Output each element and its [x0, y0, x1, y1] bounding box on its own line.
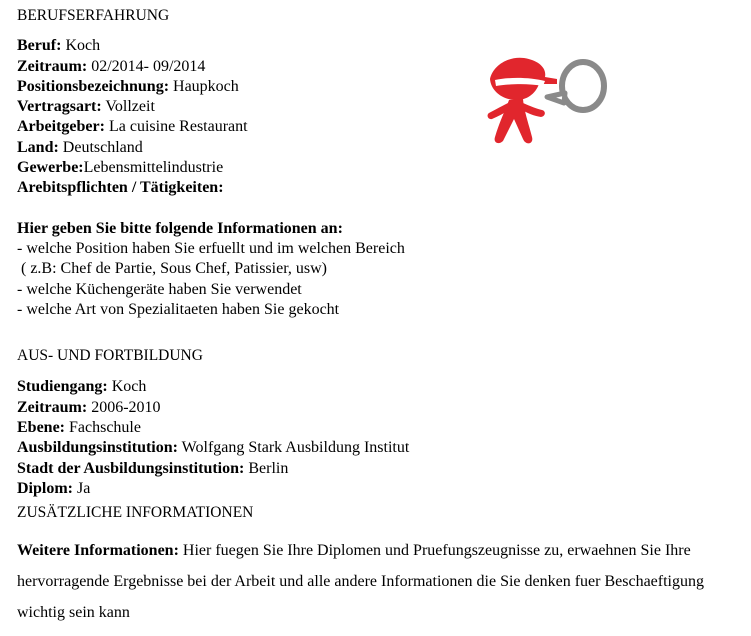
field-label: Ausbildungsinstitution:: [17, 439, 178, 457]
field-value: Berlin: [244, 459, 289, 477]
field-row: [17, 57, 747, 77]
field-label: Studiengang:: [17, 378, 108, 396]
chef-mascot-speech-bubble-icon: [487, 53, 611, 149]
cv-document: [17, 6, 747, 628]
field-label: Zeitraum:: [17, 398, 88, 416]
field-row: [17, 459, 747, 479]
field-label: Positionsbezeichnung:: [17, 77, 170, 95]
instruction-item: - welche Küchengeräte haben Sie verwendet: [17, 280, 302, 298]
additional-heading: ZUSÄTZLICHE INFORMATIONEN: [17, 504, 254, 522]
field-label: Stadt der Ausbildungsinstitution:: [17, 459, 245, 477]
field-row: [17, 398, 747, 418]
field-value: Deutschland: [58, 138, 143, 156]
instruction-item: - welche Position haben Sie erfuellt und im welchen Bereich: [17, 239, 405, 257]
field-row: [17, 438, 747, 458]
field-label: Arebitspflichten / Tätigkeiten:: [17, 179, 224, 197]
field-row: [17, 178, 747, 198]
field-row: [17, 97, 747, 117]
field-row: [17, 117, 747, 137]
field-label: Vertragsart:: [17, 98, 102, 116]
field-row: [17, 138, 747, 158]
field-value: Koch: [61, 37, 101, 55]
field-row: [17, 77, 747, 97]
field-value: 02/2014- 09/2014: [87, 57, 206, 75]
experience-heading: BERUFSERFAHRUNG: [17, 7, 170, 24]
experience-fields: [17, 36, 747, 198]
field-row: [17, 418, 747, 438]
additional-text: Hier fuegen Sie Ihre Diplomen und Pruefungszeugnisse zu, erwaehnen Sie Ihre hervorragende Ergebnisse bei der Arbeit und alle andere Informationen die Sie denken fuer Beschaeftigung wichtig sein kann: [17, 541, 704, 621]
field-value: Ja: [73, 479, 91, 497]
field-value: Vollzeit: [101, 98, 155, 116]
field-row: [17, 377, 747, 397]
field-value: Haupkoch: [169, 77, 239, 95]
field-value: Wolfgang Stark Ausbildung Institut: [177, 439, 410, 457]
additional-label: Weitere Informationen:: [17, 541, 179, 559]
field-value: Koch: [107, 378, 147, 396]
field-value: Fachschule: [65, 419, 141, 437]
instruction-item: ( z.B: Chef de Partie, Sous Chef, Patissier, usw): [17, 260, 327, 278]
instruction-item: - welche Art von Spezialitaeten haben Sie gekocht: [17, 300, 340, 318]
speech-bubble: [562, 62, 604, 110]
additional-paragraph: [17, 535, 739, 628]
speech-bubble-tail: [547, 93, 565, 103]
field-label: Land:: [17, 138, 59, 156]
education-fields: [17, 377, 747, 499]
field-label: Ebene:: [17, 419, 65, 437]
field-row: [17, 479, 747, 499]
field-label: Arbeitgeber:: [17, 118, 105, 136]
field-value: Lebensmittelindustrie: [83, 159, 224, 177]
instructions-title: Hier geben Sie bitte folgende Informationen an:: [17, 219, 343, 237]
logo-svg: [487, 53, 611, 149]
field-label: Diplom:: [17, 479, 73, 497]
field-label: Gewerbe:: [17, 159, 84, 177]
field-value: La cuisine Restaurant: [104, 118, 248, 136]
field-label: Beruf:: [17, 37, 62, 55]
field-label: Zeitraum:: [17, 57, 88, 75]
field-value: 2006-2010: [87, 398, 161, 416]
field-row: [17, 158, 747, 178]
field-row: [17, 36, 747, 56]
education-heading: AUS- UND FORTBILDUNG: [17, 347, 203, 365]
